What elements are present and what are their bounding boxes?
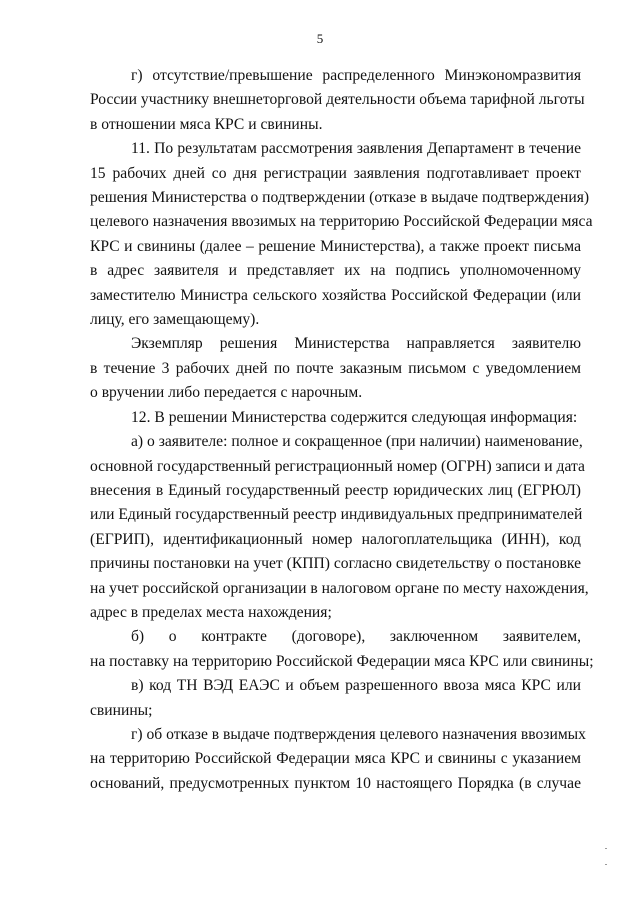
text-line: внесения в Единый государственный реестр юридических лиц (ЕГРЮЛ) bbox=[90, 481, 581, 499]
text-line: 12. В решении Министерства содержится следующая информация: bbox=[131, 408, 578, 426]
document-body bbox=[90, 64, 594, 796]
text-line: б) о контракте (договоре), заключенном заявителем, bbox=[131, 628, 581, 646]
text-line: решения Министерства о подтверждении (отказе в выдаче подтверждения) bbox=[90, 189, 590, 207]
text-line: на поставку на территорию Российской Федерации мяса КРС или свинины; bbox=[90, 652, 594, 670]
text-line: в) код ТН ВЭД ЕАЭС и объем разрешенного ввоза мяса КРС или bbox=[131, 677, 581, 695]
text-line: 15 рабочих дней со дня регистрации заявления подготавливает проект bbox=[90, 164, 581, 182]
text-line: целевого назначения ввозимых на территорию Российской Федерации мяса bbox=[90, 213, 593, 231]
text-line: Экземпляр решения Министерства направляется заявителю bbox=[131, 335, 581, 353]
text-line: причины постановки на учет (КПП) согласно свидетельству о постановке bbox=[90, 555, 581, 573]
paragraph-point-11 bbox=[90, 137, 593, 332]
scan-artifact-mark bbox=[605, 864, 607, 865]
text-line: оснований, предусмотренных пунктом 10 настоящего Порядка (в случае bbox=[90, 774, 581, 792]
text-line: заместителю Министра сельского хозяйства Российской Федерации (или bbox=[90, 286, 581, 304]
text-line: в отношении мяса КРС и свинины. bbox=[90, 115, 323, 133]
text-line: в течение 3 рабочих дней по почте заказным письмом с уведомлением bbox=[90, 359, 581, 377]
text-line: свинины; bbox=[90, 701, 153, 719]
paragraph-point-12-v bbox=[90, 674, 581, 723]
text-line: г) отсутствие/превышение распределенного Минэкономразвития bbox=[131, 67, 581, 84]
text-line: 11. По результатам рассмотрения заявления Департамент в течение bbox=[131, 140, 581, 158]
paragraph-point-12-a bbox=[90, 430, 589, 625]
text-line: о вручении либо передается с нарочным. bbox=[90, 384, 363, 402]
text-line: России участнику внешнеторговой деятельности объема тарифной льготы bbox=[90, 91, 585, 109]
text-line: (ЕГРИП), идентификационный номер налогоплательщика (ИНН), код bbox=[90, 530, 581, 548]
paragraph-point-12-g bbox=[90, 723, 586, 796]
text-line: КРС и свинины (далее – решение Министерства), а также проект письма bbox=[90, 237, 581, 255]
paragraph-copy-sent bbox=[90, 332, 581, 405]
text-line: в адрес заявителя и представляет их на подпись уполномоченному bbox=[90, 262, 581, 280]
text-line: на территорию Российской Федерации мяса КРС и свинины с указанием bbox=[90, 750, 581, 768]
text-line: лицу, его замещающему). bbox=[90, 311, 260, 329]
text-line: на учет российской организации в налоговом органе по месту нахождения, bbox=[90, 579, 589, 597]
text-line: г) об отказе в выдаче подтверждения целевого назначения ввозимых bbox=[131, 725, 586, 743]
text-line: основной государственный регистрационный номер (ОГРН) записи и дата bbox=[90, 457, 585, 475]
page-number: 5 bbox=[316, 31, 324, 46]
paragraph-point-12 bbox=[90, 406, 581, 430]
text-line: или Единый государственный реестр индивидуальных предпринимателей bbox=[90, 506, 583, 524]
text-line: а) о заявителе: полное и сокращенное (при наличии) наименование, bbox=[131, 433, 583, 451]
paragraph-point-12-b bbox=[90, 625, 594, 674]
paragraph-g-clause-top bbox=[90, 64, 585, 137]
text-line: адрес в пределах места нахождения; bbox=[90, 603, 332, 621]
scan-artifact-mark bbox=[605, 848, 607, 849]
